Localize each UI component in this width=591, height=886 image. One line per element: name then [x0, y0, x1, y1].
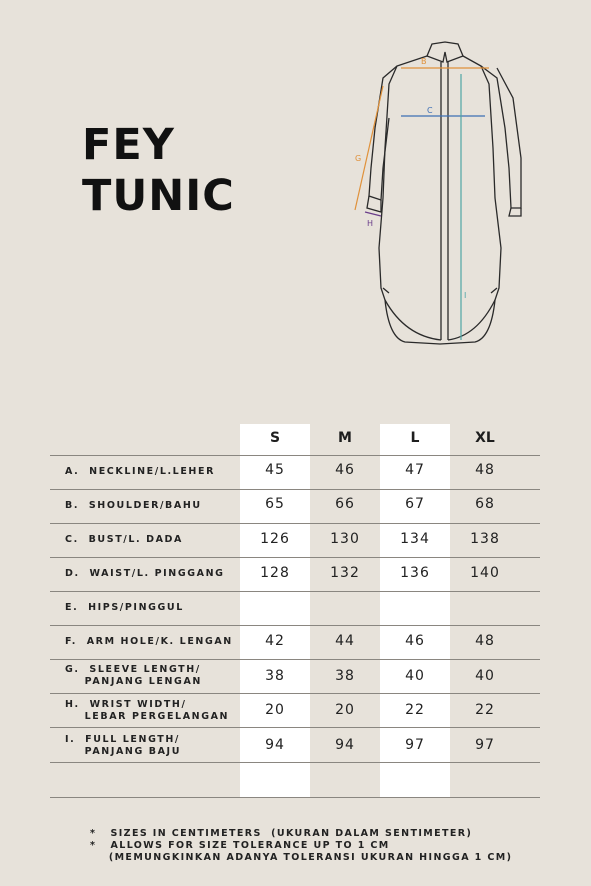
- row-divider: [50, 625, 540, 626]
- cell-full-length-xl: 97: [475, 737, 495, 753]
- cell-arm-hole-s: 42: [265, 633, 285, 649]
- row-label-neckline: A. NECKLINE/L.LEHER: [65, 466, 215, 477]
- cell-shoulder-l: 67: [405, 496, 425, 512]
- cell-shoulder-m: 66: [335, 496, 355, 512]
- label-c: C: [427, 106, 433, 115]
- cell-waist-l: 136: [400, 565, 430, 581]
- cell-sleeve-length-xl: 40: [475, 668, 495, 684]
- row-divider: [50, 523, 540, 524]
- title-line-2: TUNIC: [82, 171, 235, 221]
- cell-shoulder-xl: 68: [475, 496, 495, 512]
- cell-wrist-width-s: 20: [265, 702, 285, 718]
- row-divider: [50, 727, 540, 728]
- row-label-arm-hole: F. ARM HOLE/K. LENGAN: [65, 636, 233, 647]
- cell-bust-m: 130: [330, 531, 360, 547]
- row-divider: [50, 659, 540, 660]
- row-label-bust: C. BUST/L. DADA: [65, 534, 183, 545]
- note-units: * SIZES IN CENTIMETERS (UKURAN DALAM SENTIMETER): [90, 828, 473, 839]
- label-g: G: [355, 154, 362, 163]
- label-i: I: [464, 291, 467, 300]
- cell-arm-hole-xl: 48: [475, 633, 495, 649]
- cell-sleeve-length-s: 38: [265, 668, 285, 684]
- row-label-shoulder: B. SHOULDER/BAHU: [65, 500, 202, 511]
- cell-shoulder-s: 65: [265, 496, 285, 512]
- row-label-sleeve-length: G. SLEEVE LENGTH/ PANJANG LENGAN: [65, 664, 202, 687]
- row-divider: [50, 489, 540, 490]
- cell-sleeve-length-l: 40: [405, 668, 425, 684]
- cell-wrist-width-xl: 22: [475, 702, 495, 718]
- cell-full-length-s: 94: [265, 737, 285, 753]
- cell-neckline-m: 46: [335, 462, 355, 478]
- cell-waist-m: 132: [330, 565, 360, 581]
- row-divider: [50, 591, 540, 592]
- label-h: H: [367, 219, 374, 228]
- row-label-waist: D. WAIST/L. PINGGANG: [65, 568, 225, 579]
- footnotes: [90, 828, 512, 864]
- header-size-xl: XL: [475, 430, 495, 446]
- cell-arm-hole-m: 44: [335, 633, 355, 649]
- row-label-wrist-width: H. WRIST WIDTH/ LEBAR PERGELANGAN: [65, 699, 230, 722]
- row-divider: [50, 797, 540, 798]
- cell-full-length-l: 97: [405, 737, 425, 753]
- row-divider: [50, 557, 540, 558]
- header-size-m: M: [338, 430, 352, 446]
- title-line-1: FEY: [82, 120, 175, 170]
- cell-neckline-s: 45: [265, 462, 285, 478]
- cell-sleeve-length-m: 38: [335, 668, 355, 684]
- note-tolerance-translation: (MEMUNGKINKAN ADANYA TOLERANSI UKURAN HINGGA 1 CM): [90, 852, 513, 863]
- cell-bust-l: 134: [400, 531, 430, 547]
- cell-bust-xl: 138: [470, 531, 500, 547]
- cell-neckline-xl: 48: [475, 462, 495, 478]
- row-divider: [50, 455, 540, 456]
- row-divider: [50, 693, 540, 694]
- cell-full-length-m: 94: [335, 737, 355, 753]
- row-label-hips: E. HIPS/PINGGUL: [65, 602, 184, 613]
- row-divider: [50, 762, 540, 763]
- note-tolerance: * ALLOWS FOR SIZE TOLERANCE UP TO 1 CM: [90, 840, 390, 851]
- cell-waist-s: 128: [260, 565, 290, 581]
- row-label-full-length: I. FULL LENGTH/ PANJANG BAJU: [65, 734, 182, 757]
- cell-bust-s: 126: [260, 531, 290, 547]
- label-b: B: [421, 57, 427, 66]
- cell-neckline-l: 47: [405, 462, 425, 478]
- cell-arm-hole-l: 46: [405, 633, 425, 649]
- cell-wrist-width-l: 22: [405, 702, 425, 718]
- cell-waist-xl: 140: [470, 565, 500, 581]
- cell-wrist-width-m: 20: [335, 702, 355, 718]
- header-size-l: L: [410, 430, 420, 446]
- header-size-s: S: [269, 430, 281, 446]
